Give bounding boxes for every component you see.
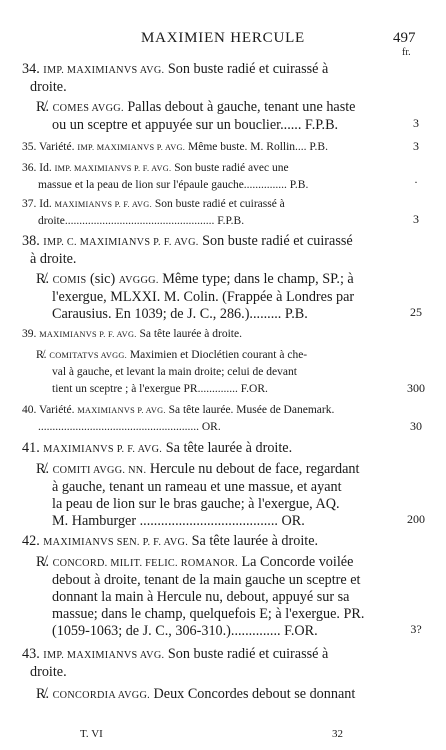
catalog-entry-43: 43. IMP. MAXIMIANVS AVG. Son buste radié et cuirassé à droite. — [22, 646, 329, 680]
footer-signature: 32 — [332, 728, 343, 740]
price-value: 200 — [407, 512, 425, 526]
catalog-entry-39: 39. MAXIMIANVS P. F. AVG. Sa tête laurée à droite. — [22, 328, 242, 340]
price-value: 30 — [410, 419, 422, 433]
coin-legend: IMP. MAXIMIANVS AVG. — [43, 65, 165, 76]
price-value: 3 — [413, 116, 419, 130]
catalog-entry-42: 42. MAXIMIANVS SEN. P. F. AVG. Sa tête laurée à droite. — [22, 533, 319, 549]
reverse-entry-39: R̸. COMITATVS AVGG. Maximien et Dioclétien courant à che- val à gauche, et levant la main droite; celui de devant tient un sceptre ; à l'exergue PR.............. F.OR. — [36, 349, 308, 395]
reverse-entry-41: R̸. COMITI AVGG. NN. Hercule nu debout de face, regardant à gauche, tenant un rameau et une massue, et ayant la peau de lion sur le bras gauche; à l'exergue, AQ. M. Hamburger ....................................... OR. — [36, 461, 360, 529]
running-title: MAXIMIEN HERCULE — [140, 30, 306, 46]
price-value: 25 — [410, 305, 422, 319]
page-number: 497 — [393, 30, 416, 46]
catalog-entry-35: 35. Variété. IMP. MAXIMIANVS P. AVG. Même buste. M. Rollin.... P.B. — [22, 141, 328, 153]
catalog-entry-41: 41. MAXIMIANVS P. F. AVG. Sa tête laurée à droite. — [22, 440, 293, 456]
catalog-entry-40: 40. Variété. MAXIMIANVS P. AVG. Sa tête laurée. Musée de Danemark. ........................................................ OR. — [22, 404, 335, 433]
catalog-entry-34: 34. IMP. MAXIMIANVS AVG. Son buste radié et cuirassé à droite. — [22, 61, 329, 95]
reverse-entry-38: R̸. COMIS (sic) AVGGG. Même type; dans le champ, SP.; à l'exergue, MLXXI. M. Colin. (Frappée à Londres par Carausius. En 1039; de J. C., 286.)......... P.B. — [36, 271, 355, 322]
reverse-entry-43: R̸. CONCORDIA AVGG. Deux Concordes debout se donnant — [36, 686, 356, 702]
price-value: . — [414, 172, 418, 186]
catalog-entry-37: 37. Id. MAXIMIANVS P. F. AVG. Son buste radié et cuirassé à droite.................................................... F.P.B. — [22, 198, 285, 227]
price-value: 300 — [407, 381, 425, 395]
page-header — [0, 30, 446, 58]
footer-volume: T. VI — [80, 728, 103, 740]
price-value: 3 — [413, 212, 419, 226]
value-unit-label: fr. — [402, 47, 411, 58]
price-value: 3 — [413, 139, 419, 153]
reverse-entry-34: R̸. COMES AVGG. Pallas debout à gauche, tenant une haste ou un sceptre et appuyée sur un bouclier...... F.P.B. — [36, 99, 356, 133]
price-value: 3? — [410, 622, 422, 636]
catalog-entry-36: 36. Id. IMP. MAXIMIANVS P. F. AVG. Son buste radié avec une massue et la peau de lion sur l'épaule gauche............... P.B. — [22, 162, 309, 191]
catalog-entry-38: 38. IMP. C. MAXIMIANVS P. F. AVG. Son buste radié et cuirassé à droite. — [22, 233, 353, 267]
reverse-entry-42: R̸. CONCORD. MILIT. FELIC. ROMANOR. La Concorde voilée debout à droite, tenant de la main gauche un sceptre et donnant la main à Hercule nu, debout, appuyé sur sa massue; dans le champ, quelquefois E; à l'exergue. PR. (1059-1063; de J. C., 306-310.).............. F.OR. — [36, 554, 365, 639]
